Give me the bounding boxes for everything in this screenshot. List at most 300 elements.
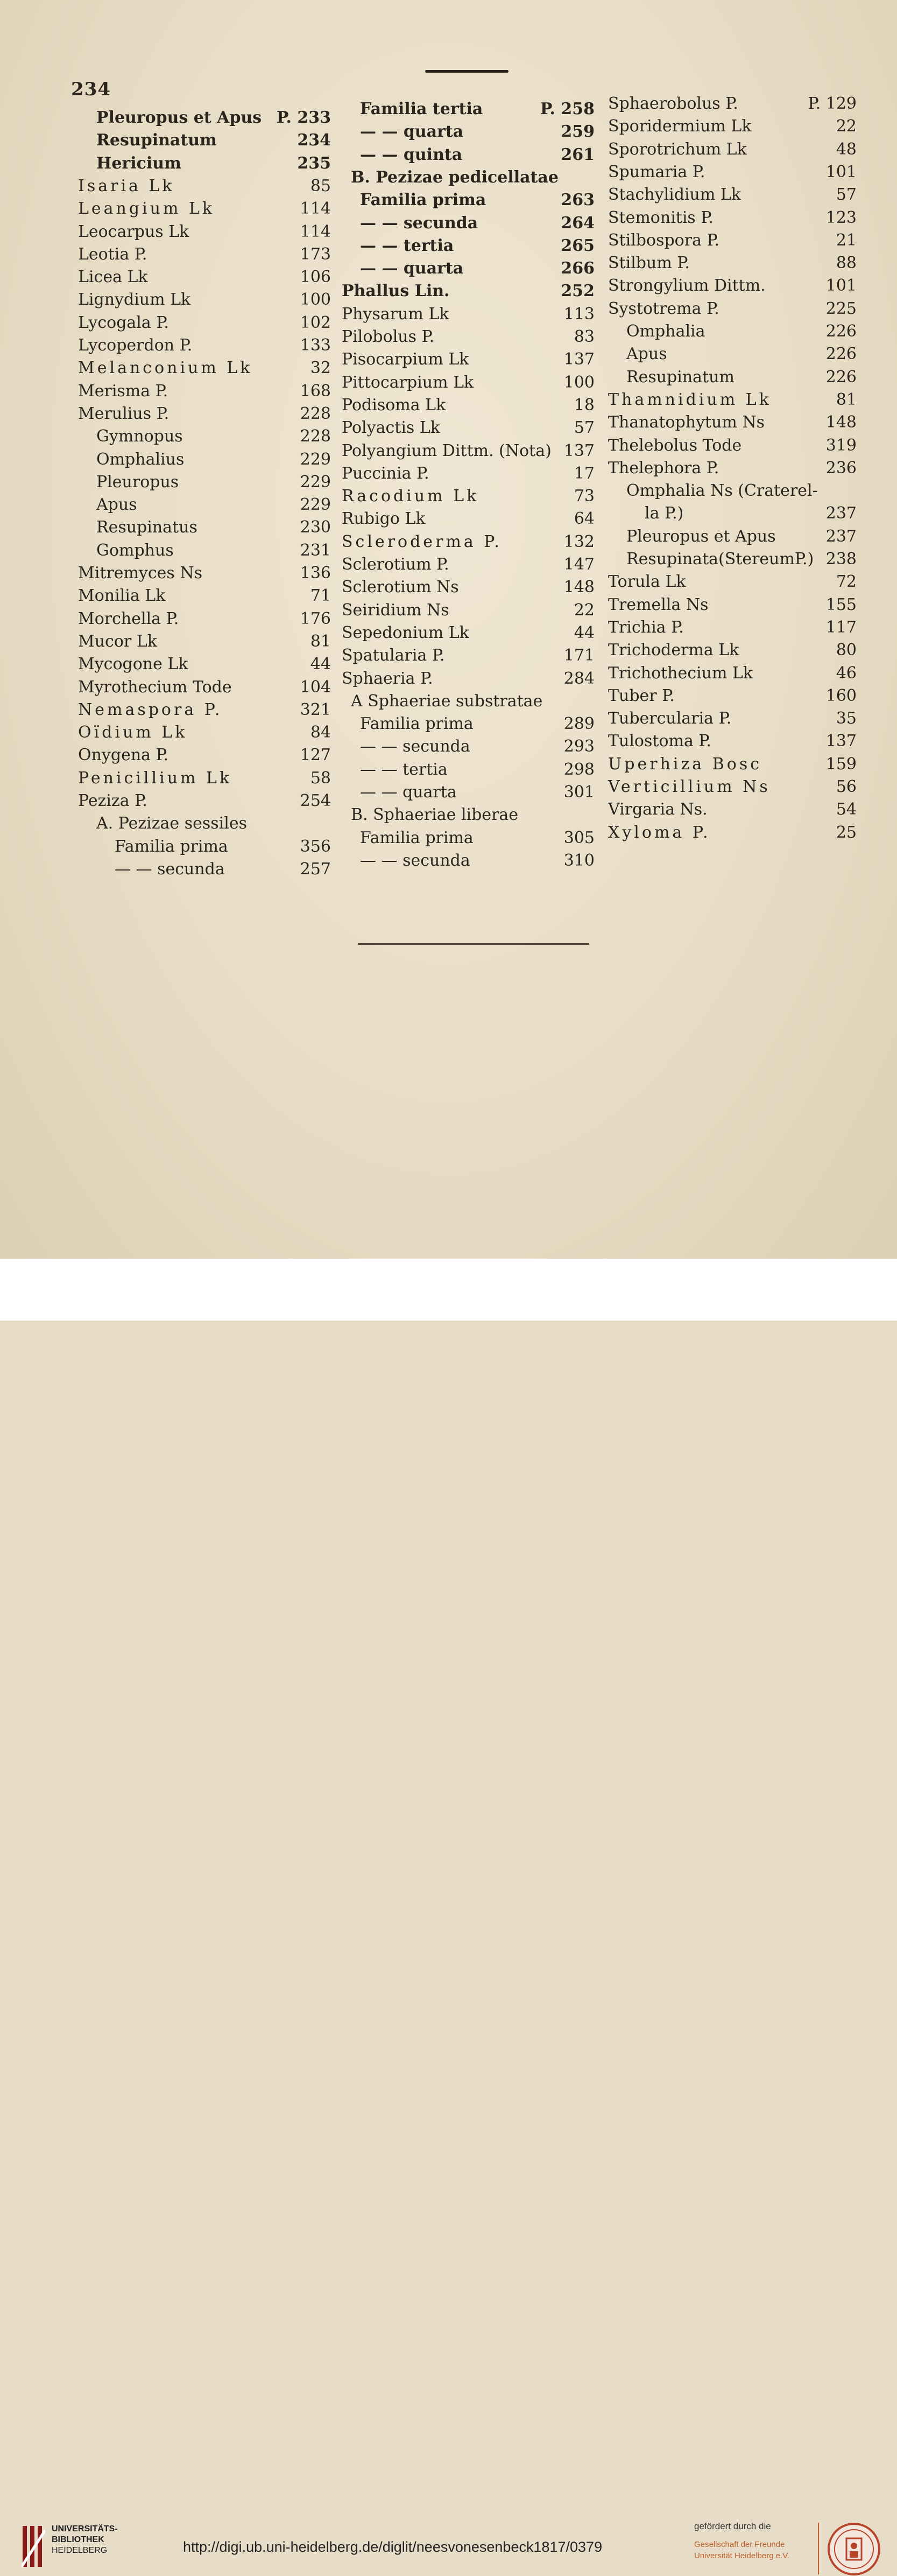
entry-page-number: 18 bbox=[574, 395, 595, 415]
index-entry bbox=[608, 480, 857, 502]
index-entry bbox=[78, 653, 331, 676]
entry-name: Polyangium Dittm. (Nota) bbox=[342, 441, 552, 460]
entry-name: — — secunda bbox=[360, 213, 478, 233]
entry-page-number: 160 bbox=[825, 686, 857, 705]
funder-name-line-1: Gesellschaft der Freunde bbox=[694, 2540, 785, 2549]
index-entry bbox=[78, 129, 331, 152]
entry-page-number: 293 bbox=[563, 737, 595, 756]
index-entry bbox=[608, 571, 857, 593]
entry-name: Pleuropus bbox=[96, 472, 179, 492]
entry-name: Oïdium Lk bbox=[78, 723, 188, 742]
entry-name: Stemonitis P. bbox=[608, 208, 714, 227]
entry-page-number: 71 bbox=[310, 586, 331, 606]
index-entry bbox=[78, 380, 331, 403]
entry-page-number: 48 bbox=[836, 139, 857, 159]
entry-page-number: 238 bbox=[825, 550, 857, 568]
entry-name: la P.) bbox=[645, 504, 684, 523]
index-entry bbox=[342, 576, 595, 599]
entry-page-number: 58 bbox=[310, 768, 331, 788]
entry-page-number: 44 bbox=[310, 655, 331, 674]
entry-name: Sepedonium Lk bbox=[342, 623, 469, 642]
entry-name: Resupinata(StereumP.) bbox=[626, 550, 814, 568]
index-entry bbox=[608, 730, 857, 753]
index-entry bbox=[78, 721, 331, 744]
entry-name: Lycogala P. bbox=[78, 313, 169, 332]
entry-name: Pisocarpium Lk bbox=[342, 350, 469, 369]
entry-name: Sclerotium P. bbox=[342, 555, 449, 574]
index-entry bbox=[342, 599, 595, 622]
entry-page-number: 261 bbox=[561, 145, 595, 164]
index-entry bbox=[342, 668, 595, 690]
entry-page-number: 101 bbox=[825, 276, 857, 296]
entry-page-number: 284 bbox=[563, 669, 595, 688]
entry-page-number: 113 bbox=[563, 304, 595, 324]
entry-name: Hericium bbox=[96, 153, 181, 173]
entry-page-number: 46 bbox=[836, 663, 857, 683]
entry-page-number: 44 bbox=[574, 623, 595, 642]
index-entry bbox=[342, 394, 595, 417]
entry-name: Lycoperdon P. bbox=[78, 336, 193, 355]
entry-name: Thelephora P. bbox=[608, 458, 719, 478]
index-entry bbox=[342, 235, 595, 257]
entry-page-number: 17 bbox=[574, 464, 595, 483]
entry-page-number: 237 bbox=[825, 504, 857, 523]
entry-name: Melanconium Lk bbox=[78, 359, 253, 378]
entry-page-number: 127 bbox=[300, 746, 331, 765]
index-entry bbox=[342, 508, 595, 530]
entry-name: Licea Lk bbox=[78, 268, 148, 287]
index-entry bbox=[342, 98, 595, 121]
entry-name: Tremella Ns bbox=[608, 595, 709, 614]
entry-page-number: 230 bbox=[300, 518, 331, 537]
index-entry bbox=[342, 622, 595, 644]
index-entry bbox=[78, 516, 331, 539]
entry-name: — — quinta bbox=[360, 145, 463, 164]
entry-page-number: 234 bbox=[297, 131, 331, 150]
index-entry bbox=[608, 343, 857, 366]
entry-page-number: 176 bbox=[300, 609, 331, 628]
index-entry bbox=[608, 434, 857, 457]
index-entry bbox=[342, 781, 595, 804]
entry-name: Racodium Lk bbox=[342, 487, 479, 506]
entry-page-number: 229 bbox=[300, 472, 331, 492]
entry-page-number: 137 bbox=[825, 732, 857, 751]
index-entry bbox=[78, 630, 331, 653]
index-entry bbox=[608, 229, 857, 252]
entry-page-number: 229 bbox=[300, 495, 331, 515]
library-name-line-3: HEIDELBERG bbox=[52, 2546, 108, 2555]
entry-page-number: P. 258 bbox=[540, 100, 595, 118]
entry-name: Torula Lk bbox=[608, 572, 686, 592]
entry-page-number: 132 bbox=[563, 532, 595, 551]
entry-page-number: P. 233 bbox=[276, 108, 331, 127]
entry-name: B. Pezizae pedicellatae bbox=[351, 167, 559, 187]
index-entry bbox=[342, 759, 595, 781]
entry-page-number: 264 bbox=[561, 213, 595, 233]
index-entry bbox=[608, 525, 857, 548]
funder-divider bbox=[818, 2523, 819, 2574]
entry-name: Strongylium Dittm. bbox=[608, 276, 766, 296]
entry-name: A. Pezizae sessiles bbox=[96, 814, 247, 833]
index-entry bbox=[342, 371, 595, 394]
entry-name: Verticillium Ns bbox=[608, 777, 771, 796]
entry-page-number: 159 bbox=[825, 754, 857, 774]
entry-page-number: 289 bbox=[563, 714, 595, 734]
library-name bbox=[52, 2524, 118, 2556]
index-entry bbox=[78, 767, 331, 790]
entry-page-number: 104 bbox=[300, 677, 331, 697]
entry-name: Familia prima bbox=[115, 837, 228, 856]
entry-name: Thelebolus Tode bbox=[608, 436, 742, 455]
index-entry bbox=[608, 798, 857, 821]
entry-name: Trichia P. bbox=[608, 617, 684, 637]
index-entry bbox=[342, 713, 595, 735]
index-entry bbox=[78, 812, 331, 835]
entry-name: Tulostoma P. bbox=[608, 732, 712, 751]
entry-page-number: 235 bbox=[297, 153, 331, 173]
entry-name: Stachylidium Lk bbox=[608, 185, 741, 205]
entry-page-number: 168 bbox=[300, 381, 331, 401]
entry-page-number: 21 bbox=[836, 230, 857, 250]
permalink-url[interactable]: http://digi.ub.uni-heidelberg.de/diglit/neesvonesenbeck1817/0379 bbox=[183, 2539, 603, 2555]
index-entry bbox=[342, 144, 595, 166]
entry-page-number: 263 bbox=[561, 191, 595, 210]
entry-name: Spatularia P. bbox=[342, 646, 445, 665]
decorative-rule-bottom bbox=[358, 943, 589, 945]
entry-page-number: 225 bbox=[825, 299, 857, 318]
entry-page-number: 137 bbox=[563, 350, 595, 369]
entry-page-number: 229 bbox=[300, 450, 331, 469]
page-number: 234 bbox=[71, 79, 111, 100]
entry-page-number: 32 bbox=[310, 359, 331, 378]
entry-name: Stilbospora P. bbox=[608, 230, 720, 250]
index-entry bbox=[342, 280, 595, 303]
entry-name: Stilbum P. bbox=[608, 254, 690, 273]
entry-name: Sphaerobolus P. bbox=[608, 94, 738, 113]
index-entry bbox=[342, 326, 595, 348]
entry-name: Spumaria P. bbox=[608, 162, 705, 181]
funded-by-label: gefördert durch die bbox=[694, 2521, 771, 2531]
entry-name: Uperhiza Bosc bbox=[608, 754, 762, 774]
entry-name: — — secunda bbox=[115, 859, 225, 879]
index-entry bbox=[78, 425, 331, 448]
entry-page-number: 106 bbox=[300, 268, 331, 287]
entry-page-number: P. 129 bbox=[808, 94, 857, 113]
entry-page-number: 136 bbox=[300, 564, 331, 582]
entry-name: Tubercularia P. bbox=[608, 709, 732, 728]
index-entry bbox=[78, 289, 331, 311]
index-entry bbox=[78, 266, 331, 289]
entry-page-number: 266 bbox=[561, 259, 595, 278]
entry-name: Myrothecium Tode bbox=[78, 677, 232, 697]
entry-page-number: 22 bbox=[836, 117, 857, 136]
entry-name: Physarum Lk bbox=[342, 304, 449, 324]
entry-page-number: 228 bbox=[300, 427, 331, 446]
entry-page-number: 231 bbox=[300, 541, 331, 560]
index-entry bbox=[608, 320, 857, 343]
entry-page-number: 298 bbox=[563, 760, 595, 779]
entry-name: Sphaeria P. bbox=[342, 669, 433, 688]
index-entry bbox=[608, 548, 857, 571]
entry-name: Resupinatus bbox=[96, 518, 197, 537]
entry-name: Onygena P. bbox=[78, 746, 169, 765]
funder-name-line-2: Universität Heidelberg e.V. bbox=[694, 2551, 790, 2560]
entry-page-number: 114 bbox=[300, 222, 331, 241]
entry-page-number: 101 bbox=[825, 162, 857, 181]
entry-page-number: 226 bbox=[825, 345, 857, 364]
index-entry bbox=[342, 850, 595, 872]
entry-page-number: 226 bbox=[825, 322, 857, 341]
entry-name: Merisma P. bbox=[78, 381, 168, 401]
entry-page-number: 155 bbox=[825, 595, 857, 614]
entry-name: — — tertia bbox=[360, 760, 448, 779]
index-entry bbox=[78, 539, 331, 562]
index-entry bbox=[608, 502, 857, 525]
entry-name: Seiridium Ns bbox=[342, 600, 449, 620]
entry-page-number: 321 bbox=[300, 700, 331, 719]
index-entry bbox=[608, 252, 857, 275]
entry-page-number: 301 bbox=[563, 783, 595, 802]
index-entry bbox=[608, 298, 857, 320]
index-entry bbox=[78, 699, 331, 721]
library-name-line-2: BIBLIOTHEK bbox=[52, 2535, 104, 2544]
entry-page-number: 228 bbox=[300, 404, 331, 423]
index-entry bbox=[78, 858, 331, 881]
entry-name: Omphalius bbox=[96, 450, 185, 469]
entry-name: Phallus Lin. bbox=[342, 282, 450, 301]
entry-page-number: 73 bbox=[574, 487, 595, 506]
entry-page-number: 81 bbox=[836, 390, 857, 409]
entry-name: Monilia Lk bbox=[78, 586, 166, 606]
index-entry bbox=[608, 184, 857, 206]
index-entry bbox=[78, 676, 331, 699]
entry-name: Gymnopus bbox=[96, 427, 183, 446]
index-entry bbox=[78, 243, 331, 266]
entry-page-number: 117 bbox=[825, 617, 857, 637]
index-entry bbox=[78, 334, 331, 357]
index-entry bbox=[78, 608, 331, 630]
index-entry bbox=[608, 115, 857, 138]
index-entry bbox=[608, 366, 857, 389]
viewer-footer bbox=[0, 1259, 897, 2560]
entry-name: Rubigo Lk bbox=[342, 509, 426, 529]
index-entry bbox=[342, 735, 595, 758]
entry-page-number: 173 bbox=[300, 244, 331, 264]
index-entry bbox=[608, 776, 857, 798]
index-entry bbox=[608, 93, 857, 115]
entry-page-number: 22 bbox=[574, 600, 595, 620]
entry-name: Pleuropus et Apus bbox=[96, 108, 262, 127]
index-entry bbox=[342, 804, 595, 826]
entry-page-number: 257 bbox=[300, 859, 331, 879]
index-entry bbox=[342, 189, 595, 212]
entry-page-number: 254 bbox=[300, 791, 331, 810]
entry-name: B. Sphaeriae liberae bbox=[351, 805, 519, 825]
index-entry bbox=[608, 639, 857, 662]
university-seal-icon bbox=[827, 2522, 881, 2576]
index-entry bbox=[342, 121, 595, 143]
entry-name: Thanatophytum Ns bbox=[608, 413, 765, 432]
entry-name: Nemaspora P. bbox=[78, 700, 223, 719]
index-entry bbox=[608, 594, 857, 616]
entry-page-number: 226 bbox=[825, 367, 857, 387]
index-entry bbox=[78, 471, 331, 494]
entry-page-number: 57 bbox=[836, 185, 857, 205]
entry-page-number: 236 bbox=[825, 458, 857, 478]
entry-name: Gomphus bbox=[96, 541, 174, 560]
entry-name: Trichoderma Lk bbox=[608, 641, 739, 660]
index-entry bbox=[78, 836, 331, 858]
index-entry bbox=[608, 662, 857, 685]
index-entry bbox=[78, 494, 331, 516]
index-entry bbox=[608, 822, 857, 844]
entry-name: Pittocarpium Lk bbox=[342, 373, 474, 392]
entry-name: Thamnidium Lk bbox=[608, 390, 772, 409]
entry-name: Pleuropus et Apus bbox=[626, 527, 776, 546]
index-entry bbox=[342, 417, 595, 439]
index-entry bbox=[342, 303, 595, 326]
index-entry bbox=[608, 161, 857, 184]
entry-page-number: 305 bbox=[563, 828, 595, 847]
entry-name: Resupinatum bbox=[626, 367, 734, 387]
entry-page-number: 171 bbox=[563, 646, 595, 665]
entry-name: Sporotrichum Lk bbox=[608, 139, 747, 159]
entry-name: Puccinia P. bbox=[342, 464, 429, 483]
entry-name: — — quarta bbox=[360, 259, 464, 278]
entry-page-number: 100 bbox=[563, 373, 595, 392]
entry-page-number: 133 bbox=[300, 336, 331, 355]
index-entry bbox=[342, 166, 595, 189]
entry-page-number: 83 bbox=[574, 327, 595, 346]
entry-name: Sporidermium Lk bbox=[608, 117, 752, 136]
index-entry bbox=[78, 152, 331, 175]
entry-name: — — secunda bbox=[360, 851, 470, 870]
entry-name: Morchella P. bbox=[78, 609, 179, 628]
entry-page-number: 35 bbox=[836, 709, 857, 728]
entry-page-number: 81 bbox=[310, 631, 331, 651]
entry-page-number: 265 bbox=[561, 236, 595, 255]
entry-page-number: 88 bbox=[836, 254, 857, 273]
entry-name: Omphalia bbox=[626, 322, 705, 341]
index-entry bbox=[78, 585, 331, 607]
entry-page-number: 310 bbox=[563, 851, 595, 870]
entry-page-number: 102 bbox=[300, 313, 331, 332]
index-entry bbox=[342, 440, 595, 462]
entry-name: Podisoma Lk bbox=[342, 395, 446, 415]
index-entry bbox=[342, 485, 595, 508]
index-entry bbox=[342, 690, 595, 713]
index-entry bbox=[78, 107, 331, 129]
index-entry bbox=[78, 790, 331, 812]
entry-page-number: 56 bbox=[836, 777, 857, 796]
index-entry bbox=[78, 562, 331, 585]
index-entry bbox=[608, 616, 857, 639]
entry-name: Familia prima bbox=[360, 191, 486, 210]
library-name-line-1: UNIVERSITÄTS- bbox=[52, 2524, 118, 2533]
entry-page-number: 237 bbox=[825, 527, 857, 546]
entry-page-number: 147 bbox=[563, 555, 595, 574]
index-entry bbox=[342, 462, 595, 485]
index-entry bbox=[608, 457, 857, 480]
entry-name: Mycogone Lk bbox=[78, 655, 188, 674]
entry-page-number: 57 bbox=[574, 418, 595, 438]
entry-name: Penicillium Lk bbox=[78, 768, 232, 788]
entry-name: Isaria Lk bbox=[78, 176, 175, 195]
index-entry bbox=[342, 827, 595, 850]
entry-name: A Sphaeriae substratae bbox=[351, 691, 543, 711]
entry-name: Tuber P. bbox=[608, 686, 675, 705]
entry-page-number: 137 bbox=[563, 441, 595, 460]
entry-name: Familia prima bbox=[360, 828, 474, 847]
index-entry bbox=[342, 553, 595, 576]
index-entry bbox=[78, 221, 331, 243]
entry-page-number: 252 bbox=[561, 282, 595, 301]
entry-name: Leangium Lk bbox=[78, 199, 215, 219]
index-entry bbox=[78, 448, 331, 471]
entry-name: Scleroderma P. bbox=[342, 532, 502, 551]
index-entry bbox=[608, 275, 857, 297]
entry-name: Trichothecium Lk bbox=[608, 663, 753, 683]
entry-page-number: 319 bbox=[825, 436, 857, 455]
index-entry bbox=[608, 685, 857, 707]
entry-page-number: 259 bbox=[561, 122, 595, 142]
entry-name: Resupinatum bbox=[96, 131, 217, 150]
entry-name: Omphalia Ns (Craterel- bbox=[626, 481, 818, 501]
entry-name: Mitremyces Ns bbox=[78, 564, 202, 582]
entry-name: Polyactis Lk bbox=[342, 418, 440, 438]
index-entry bbox=[78, 312, 331, 334]
university-library-logo-icon bbox=[22, 2525, 45, 2568]
entry-name: Virgaria Ns. bbox=[608, 800, 708, 819]
entry-name: — — secunda bbox=[360, 737, 470, 756]
index-entry bbox=[608, 138, 857, 161]
entry-page-number: 84 bbox=[310, 723, 331, 742]
entry-page-number: 356 bbox=[300, 837, 331, 856]
entry-page-number: 25 bbox=[836, 823, 857, 842]
entry-page-number: 100 bbox=[300, 290, 331, 310]
entry-name: Leocarpus Lk bbox=[78, 222, 189, 241]
index-entry bbox=[342, 257, 595, 280]
entry-page-number: 80 bbox=[836, 641, 857, 660]
index-entry bbox=[608, 411, 857, 434]
entry-name: Lignydium Lk bbox=[78, 290, 191, 310]
entry-name: Xyloma P. bbox=[608, 823, 711, 842]
entry-name: Merulius P. bbox=[78, 404, 169, 423]
entry-page-number: 148 bbox=[563, 578, 595, 597]
index-entry bbox=[608, 207, 857, 229]
index-entry bbox=[78, 198, 331, 220]
entry-name: Apus bbox=[96, 495, 137, 515]
entry-name: Apus bbox=[626, 345, 667, 364]
entry-name: Leotia P. bbox=[78, 244, 147, 264]
index-entry bbox=[608, 389, 857, 411]
entry-name: Peziza P. bbox=[78, 791, 147, 810]
entry-page-number: 54 bbox=[836, 800, 857, 819]
index-entry bbox=[342, 644, 595, 667]
index-entry bbox=[608, 707, 857, 730]
entry-name: Familia tertia bbox=[360, 100, 483, 118]
decorative-rule-top bbox=[425, 70, 508, 73]
entry-page-number: 114 bbox=[300, 199, 331, 219]
funder-name bbox=[694, 2539, 789, 2561]
entry-name: — — tertia bbox=[360, 236, 454, 255]
index-entry bbox=[78, 357, 331, 380]
entry-page-number: 64 bbox=[574, 509, 595, 529]
entry-name: Familia prima bbox=[360, 714, 474, 734]
entry-page-number: 72 bbox=[836, 572, 857, 592]
entry-name: — — quarta bbox=[360, 783, 457, 802]
entry-page-number: 85 bbox=[310, 176, 331, 195]
